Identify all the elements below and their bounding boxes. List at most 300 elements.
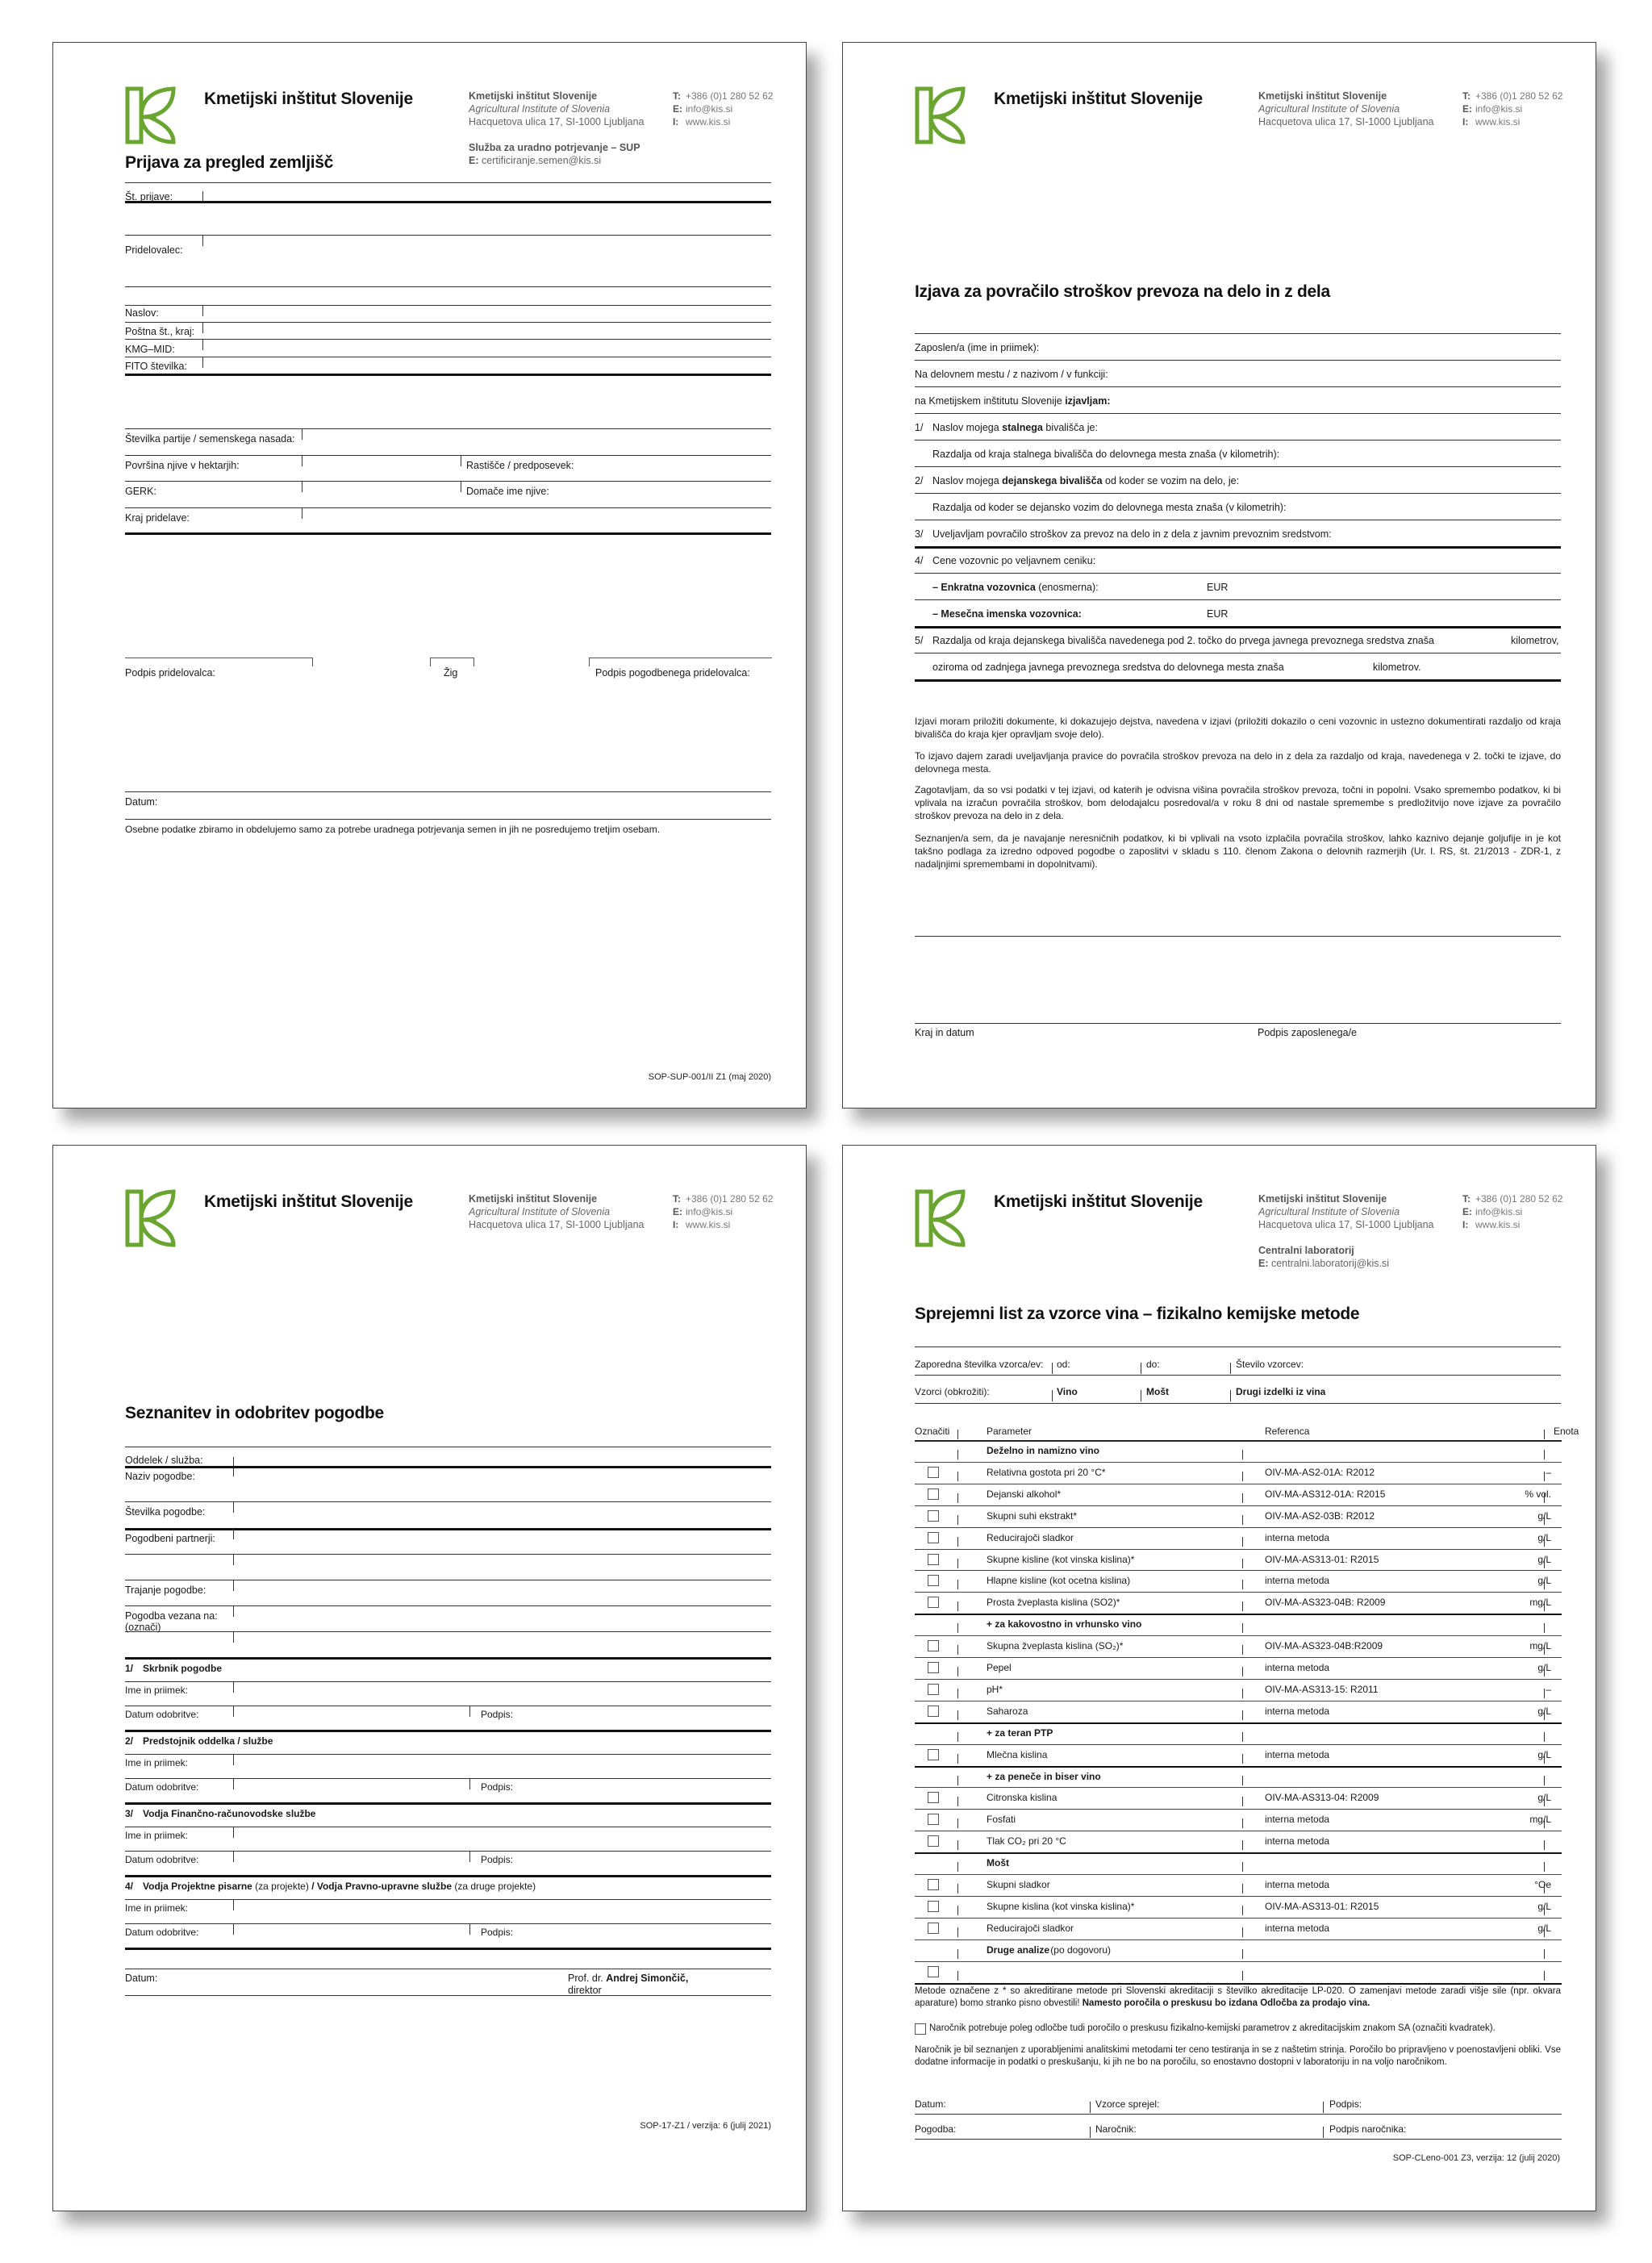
divider <box>915 546 1561 549</box>
section-heading <box>125 1663 222 1674</box>
column-separator <box>1544 1559 1545 1568</box>
signature-line[interactable] <box>915 1023 1561 1024</box>
column-separator <box>1544 1537 1545 1547</box>
section-heading <box>125 1808 315 1819</box>
row-reference: interna metoda <box>1265 1814 1330 1826</box>
field-pogodba-narocnik[interactable] <box>915 2139 1562 2140</box>
label-datum-odobritve: Datum odobritve: <box>125 1854 199 1865</box>
field-separator <box>1230 1363 1231 1374</box>
row-unit: g/L <box>1537 1922 1551 1934</box>
column-separator <box>957 1493 958 1503</box>
institute-name-en: Agricultural Institute of Slovenia <box>1258 103 1400 115</box>
column-separator <box>1242 1949 1243 1959</box>
row-checkbox[interactable] <box>928 1662 939 1673</box>
director-signature <box>568 1973 688 1997</box>
row-reference: OIV-MA-AS313-15: R2011 <box>1265 1683 1379 1695</box>
row-checkbox[interactable] <box>928 1467 939 1478</box>
point-number: 4/ <box>915 555 924 566</box>
label-st-prijave: Št. prijave: <box>125 191 173 203</box>
row-parameter: Mošt <box>987 1857 1009 1869</box>
text: Metode označene z * so akreditirane metode pri Slovenski akreditaciji s številko akreditacije LP-020. O zamenjavi metode zaradi višje sile (npr. okvara aparature) bomo stranko pisno obvestili! <box>915 1986 1561 2008</box>
field-zaposlen[interactable] <box>915 360 1561 361</box>
row-parameter: Fosfati <box>987 1814 1016 1826</box>
row-reference: OIV-MA-AS323-04B: R2009 <box>1265 1597 1386 1609</box>
email-link[interactable]: info@kis.si <box>1475 1206 1523 1217</box>
row-unit: g/L <box>1537 1662 1551 1673</box>
text: Razdalja od kraja dejanskega bivališča navedenega pod 2. točko do prvega javnega prevoznega sredstva znaša <box>932 635 1434 646</box>
currency-eur: EUR <box>1207 582 1229 593</box>
text: bivališča je: <box>1042 422 1098 433</box>
row-parameter: Skupni sladkor <box>987 1879 1050 1890</box>
institute-street: Hacquetova ulica 17, SI-1000 Ljubljana <box>469 1219 645 1230</box>
institute-address <box>1258 1192 1434 1231</box>
row-reference: interna metoda <box>1265 1879 1330 1890</box>
label-od: od: <box>1057 1359 1070 1370</box>
field-separator <box>233 1706 234 1717</box>
label-datum-odobritve: Datum odobritve: <box>125 1927 199 1938</box>
table-row-rule <box>915 1679 1562 1680</box>
row-parameter: Prosta žveplasta kislina (SO2)* <box>987 1597 1120 1609</box>
table-row-rule <box>915 1527 1562 1528</box>
field-datum-sprejel[interactable] <box>915 2114 1562 2115</box>
field-separator <box>233 1754 234 1765</box>
field-razdalja-stalno[interactable] <box>915 466 1561 467</box>
column-separator <box>1544 1818 1545 1828</box>
row-checkbox[interactable] <box>928 1814 939 1825</box>
paragraph: Naročnik je bil seznanjen z uporabljenimi analitskimi metodami ter ceno testiranja in se z naštetim strinja. Poročilo bo pripravljeno v poenostavljeni obliki. Vse dodatne informacije in podatki o preskušanju, ki jih ne bo na poročilu, so enostavno dostopni v laboratoriju in na voljo naročnikom. <box>915 2045 1561 2067</box>
field-mesecna[interactable] <box>915 626 1561 628</box>
field-separator <box>1323 2102 1324 2113</box>
accreditation-report-label: Naročnik potrebuje poleg odločbe tudi poročilo o preskusu fizikalno-kemijski parametrov z akreditacijskim znakom SA (označiti kvadratek). <box>929 2023 1496 2033</box>
text: (označi) <box>125 1622 161 1633</box>
field-datum[interactable] <box>125 1995 771 1996</box>
table-row-rule <box>915 1939 1562 1940</box>
column-separator <box>957 1450 958 1459</box>
field-separator <box>202 357 203 368</box>
row-reference: interna metoda <box>1265 1922 1330 1934</box>
field-enkratna[interactable] <box>915 599 1561 600</box>
field-separator <box>202 235 203 246</box>
column-separator <box>1544 1862 1545 1872</box>
paragraph: Zagotavljam, da so vsi podatki v tej izjavi, od katerih je odvisna višina povračila stroškov prevoza, točni in popolni. Vsako spremembo podatkov, ki bi vplivala na izračun povračila stroškov, bom delodajalcu posredoval/a v roku 8 dni od nastale spremembe s predložitvijo nove izjave za povračilo stroškov prevoza na delo in z dela. <box>915 784 1561 821</box>
row-unit: g/L <box>1537 1705 1551 1717</box>
row-checkbox[interactable] <box>928 1575 939 1586</box>
label-gerk: GERK: <box>125 486 156 497</box>
label-povrsina: Površina njive v hektarjih: <box>125 460 240 471</box>
field-zaporedna[interactable] <box>915 1375 1561 1376</box>
currency-eur: EUR <box>1207 608 1229 620</box>
table-row-rule <box>915 1766 1562 1768</box>
row-reference: OIV-MA-AS2-03B: R2012 <box>1265 1509 1375 1522</box>
row-parameter: Tlak CO₂ pri 20 °C <box>987 1835 1066 1848</box>
phone: +386 (0)1 280 52 62 <box>1475 90 1563 102</box>
column-separator <box>1544 1601 1545 1611</box>
table-row-rule <box>915 1614 1562 1615</box>
row-checkbox[interactable] <box>928 1597 939 1608</box>
row-parameter: Skupna žveplasta kislina (SO₂)* <box>987 1640 1124 1652</box>
row-parameter: Saharoza <box>987 1705 1028 1717</box>
field-separator <box>469 1851 470 1862</box>
column-separator <box>1242 1754 1243 1764</box>
dept-email-link[interactable]: centralni.laboratorij@kis.si <box>1270 1258 1390 1269</box>
field-separator <box>1052 1363 1053 1374</box>
column-separator <box>1242 1601 1243 1611</box>
field-naslov[interactable] <box>125 322 771 323</box>
divider <box>915 1403 1561 1404</box>
field-razdalja-zadnje[interactable] <box>915 679 1561 682</box>
field-oddelek[interactable] <box>125 1466 771 1468</box>
row-parameter: Reducirajoči sladkor <box>987 1922 1074 1934</box>
row-parameter: Druge analize <box>987 1944 1050 1956</box>
column-separator <box>957 1623 958 1633</box>
row-checkbox[interactable] <box>928 1792 939 1803</box>
label-rastisce: Rastišče / predposevek: <box>466 460 574 471</box>
label-partija: Številka partije / semenskega nasada: <box>125 433 295 445</box>
row-unit: mg/L <box>1529 1814 1551 1826</box>
column-separator <box>1242 1559 1243 1568</box>
row-checkbox[interactable] <box>928 1684 939 1695</box>
kis-logo-icon <box>125 86 177 144</box>
label-pridelovalec: Pridelovalec: <box>125 244 183 256</box>
table-row-rule <box>915 1787 1562 1788</box>
label-trajanje: Trajanje pogodbe: <box>125 1585 206 1596</box>
label-naslov: Naslov: <box>125 307 159 319</box>
label-do: do: <box>1146 1359 1160 1370</box>
row-checkbox[interactable] <box>928 1879 939 1890</box>
label-izjavljam <box>915 395 1110 407</box>
column-separator <box>1242 1818 1243 1828</box>
field-separator <box>1090 2127 1091 2138</box>
field-st-prijave[interactable] <box>125 201 771 203</box>
divider <box>125 1681 771 1682</box>
signature-box-pogodbeni[interactable] <box>589 658 772 666</box>
field-separator <box>469 1923 470 1935</box>
text-bold: – Enkratna vozovnica <box>932 582 1036 593</box>
row-checkbox[interactable] <box>928 1706 939 1717</box>
web-key: I: <box>673 1219 679 1230</box>
field-separator <box>233 1631 234 1643</box>
web-link[interactable]: www.kis.si <box>686 116 731 127</box>
field-trajanje[interactable] <box>125 1605 771 1606</box>
divider <box>125 1657 771 1660</box>
field-partnerji[interactable] <box>125 1554 771 1555</box>
column-separator <box>1242 1732 1243 1742</box>
unit-km: kilometrov. <box>1373 662 1421 673</box>
column-separator <box>957 1515 958 1525</box>
web-key: I: <box>673 116 679 127</box>
row-unit: % vol. <box>1525 1488 1551 1500</box>
web-link[interactable]: www.kis.si <box>1475 1219 1521 1230</box>
column-separator <box>957 1580 958 1589</box>
column-separator <box>957 1818 958 1828</box>
row-reference: OIV-MA-AS313-01: R2015 <box>1265 1553 1379 1565</box>
row-parameter-note: (po dogovoru) <box>1050 1944 1112 1956</box>
column-separator <box>1544 1515 1545 1525</box>
divider <box>125 235 771 236</box>
option-vino[interactable]: Vino <box>1057 1386 1078 1397</box>
column-separator <box>1544 1927 1545 1937</box>
accreditation-report-checkbox[interactable] <box>915 2023 926 2035</box>
dept-email-key: E: <box>1258 1258 1269 1269</box>
column-separator <box>957 1840 958 1850</box>
institute-name-en: Agricultural Institute of Slovenia <box>469 1206 611 1217</box>
row-unit: g/L <box>1537 1792 1551 1804</box>
label-datum-odobritve: Datum odobritve: <box>125 1709 199 1720</box>
label-ime: Ime in priimek: <box>125 1902 189 1914</box>
column-separator <box>1544 1732 1545 1742</box>
text: Naslov mojega <box>932 475 1003 486</box>
label-pogodba: Pogodba: <box>915 2123 957 2135</box>
column-separator <box>1242 1580 1243 1589</box>
field-datum-podpis[interactable] <box>125 1802 771 1805</box>
web-key: I: <box>1462 116 1469 127</box>
text: Pogodba vezana na: <box>125 1610 218 1622</box>
divider <box>125 182 771 183</box>
row-checkbox[interactable] <box>928 1966 939 1977</box>
label-oddelek: Oddelek / služba: <box>125 1455 203 1466</box>
label-datum: Datum: <box>915 2098 946 2110</box>
label-point-3 <box>915 528 1332 540</box>
text-bold: – Mesečna imenska vozovnica: <box>932 608 1082 620</box>
label-point-1 <box>915 422 1098 433</box>
field-partija[interactable] <box>125 455 771 456</box>
column-separator <box>1544 1797 1545 1806</box>
section-title: Vodja Projektne pisarne <box>143 1881 252 1892</box>
label-ime: Ime in priimek: <box>125 1830 189 1841</box>
row-unit: g/L <box>1537 1748 1551 1760</box>
column-separator <box>1242 1472 1243 1481</box>
section-title: Predstojnik oddelka / službe <box>143 1735 273 1747</box>
column-separator <box>957 1645 958 1655</box>
label-vzorce-sprejel: Vzorce sprejel: <box>1095 2098 1160 2110</box>
column-separator <box>1242 1645 1243 1655</box>
column-separator <box>1242 1623 1243 1633</box>
table-row-rule <box>915 1462 1562 1463</box>
row-parameter: Skupne kisline (kot vinska kislina)* <box>987 1553 1135 1565</box>
column-separator <box>1242 1776 1243 1785</box>
row-unit: g/L <box>1537 1509 1551 1522</box>
section-number: 3/ <box>125 1808 134 1819</box>
point-number: 1/ <box>915 422 924 433</box>
field-ime[interactable] <box>125 1851 771 1852</box>
email-link[interactable]: info@kis.si <box>686 1206 733 1217</box>
column-separator <box>957 1559 958 1568</box>
column-separator <box>1544 1776 1545 1785</box>
form-code: SOP-SUP-001/II Z1 (maj 2020) <box>648 1072 771 1082</box>
divider <box>915 413 1561 414</box>
row-checkbox[interactable] <box>928 1640 939 1651</box>
row-parameter: Hlapne kisline (kot ocetna kislina) <box>987 1575 1131 1587</box>
field-datum-podpis[interactable] <box>125 1875 771 1877</box>
field-vezana[interactable] <box>125 1631 771 1632</box>
label-podpis: Podpis: <box>481 1927 514 1938</box>
field-gerk-domace-ime[interactable] <box>125 507 771 508</box>
field-separator <box>233 1827 234 1838</box>
department-block <box>1258 1244 1389 1270</box>
section-title-rest: (za druge projekte) <box>452 1881 536 1892</box>
page-title: Seznanitev in odobritev pogodbe <box>125 1404 384 1422</box>
section-number: 1/ <box>125 1663 134 1674</box>
label-podpis: Podpis: <box>481 1709 514 1720</box>
brand-name: Kmetijski inštitut Slovenije <box>204 1192 413 1211</box>
column-separator <box>957 1971 958 1981</box>
field-datum-podpis[interactable] <box>125 1948 771 1950</box>
label-fito: FITO številka: <box>125 361 187 372</box>
column-separator <box>1544 1667 1545 1676</box>
row-checkbox[interactable] <box>928 1532 939 1543</box>
row-reference: OIV-MA-AS313-04: R2009 <box>1265 1792 1379 1804</box>
field-separator <box>233 1851 234 1862</box>
column-separator <box>1544 1645 1545 1655</box>
label-naziv: Naziv pogodbe: <box>125 1471 195 1482</box>
department-name: Centralni laboratorij <box>1258 1245 1354 1256</box>
divider <box>125 428 771 429</box>
row-checkbox[interactable] <box>928 1510 939 1522</box>
institute-address <box>469 90 645 128</box>
signature-box-pridelovalec[interactable] <box>125 658 313 666</box>
label-enkratna <box>932 582 1099 593</box>
row-checkbox[interactable] <box>928 1749 939 1760</box>
row-checkbox[interactable] <box>928 1901 939 1912</box>
dept-email-link[interactable]: certificiranje.semen@kis.si <box>481 155 602 166</box>
column-separator <box>957 1754 958 1764</box>
label-zaporedna: Zaporedna številka vzorca/ev: <box>915 1359 1044 1370</box>
option-most[interactable]: Mošt <box>1146 1386 1169 1397</box>
email-link[interactable]: info@kis.si <box>686 103 733 115</box>
field-fito[interactable] <box>125 374 771 376</box>
divider <box>125 1754 771 1755</box>
column-separator <box>1544 1884 1545 1893</box>
row-reference: interna metoda <box>1265 1748 1330 1760</box>
row-checkbox[interactable] <box>928 1488 939 1500</box>
column-separator <box>957 1797 958 1806</box>
institute-street: Hacquetova ulica 17, SI-1000 Ljubljana <box>1258 116 1434 127</box>
web-key: I: <box>1462 1219 1469 1230</box>
field-separator <box>233 1605 234 1617</box>
field-kraj-pridelave[interactable] <box>125 532 771 535</box>
field-stevilka[interactable] <box>125 1528 771 1530</box>
field-dejansko-bivalisce[interactable] <box>915 493 1561 494</box>
label-postna: Poštna št., kraj: <box>125 326 195 337</box>
form-page-prijava <box>52 42 807 1109</box>
text: Uveljavljam povračilo stroškov za prevoz na delo in z dela z javnim prevoznim sredstvom: <box>932 528 1332 540</box>
institute-name: Kmetijski inštitut Slovenije <box>1258 1193 1387 1205</box>
department-block <box>469 141 640 167</box>
text-bold: Namesto poročila o preskusu bo izdana Odločba za prodajo vina. <box>1082 1998 1370 2008</box>
field-datum-podpis[interactable] <box>125 1730 771 1732</box>
column-separator <box>1242 1862 1243 1872</box>
privacy-notice: Osebne podatke zbiramo in obdelujemo samo za potrebe uradnega potrjevanja semen in jih ne posredujemo tretjim osebam. <box>125 824 661 835</box>
form-code: SOP-17-Z1 / verzija: 6 (julij 2021) <box>640 2121 771 2131</box>
row-unit: g/L <box>1537 1900 1551 1912</box>
table-row-rule <box>915 1918 1562 1919</box>
field-naziv[interactable] <box>125 1501 771 1502</box>
row-parameter: Skupni suhi ekstrakt* <box>987 1509 1078 1522</box>
column-separator <box>957 1537 958 1547</box>
column-separator <box>1242 1840 1243 1850</box>
row-parameter: Relativna gostota pri 20 °C* <box>987 1466 1106 1478</box>
label-podpis-pogodbenega: Podpis pogodbenega pridelovalca: <box>595 667 750 678</box>
option-drugi[interactable]: Drugi izdelki iz vina <box>1236 1386 1326 1397</box>
table-row-rule <box>915 1983 1562 1985</box>
row-parameter: Citronska kislina <box>987 1792 1058 1804</box>
field-ime[interactable] <box>125 1923 771 1924</box>
email-link[interactable]: info@kis.si <box>1475 103 1523 115</box>
stamp-box[interactable] <box>430 658 474 666</box>
section-number: 4/ <box>125 1881 134 1892</box>
column-separator <box>1544 1472 1545 1481</box>
field-delovno-mesto[interactable] <box>915 386 1561 387</box>
label-vezana <box>125 1610 218 1633</box>
field-postna[interactable] <box>125 339 771 340</box>
column-separator <box>957 1862 958 1872</box>
row-reference: interna metoda <box>1265 1575 1330 1587</box>
institute-street: Hacquetova ulica 17, SI-1000 Ljubljana <box>469 116 645 127</box>
label-datum-odobritve: Datum odobritve: <box>125 1781 199 1793</box>
field-separator <box>233 1923 234 1935</box>
label-podpis-narocnika: Podpis naročnika: <box>1329 2123 1407 2135</box>
field-povrsina-rastisce[interactable] <box>125 481 771 482</box>
kis-logo-icon <box>915 86 966 144</box>
row-checkbox[interactable] <box>928 1923 939 1934</box>
text: od koder se vozim na delo, je: <box>1102 475 1240 486</box>
phone: +386 (0)1 280 52 62 <box>1475 1193 1563 1205</box>
paragraph: Izjavi moram priložiti dokumente, ki dokazujejo dejstva, navedena v izjavi (priložiti dokazilo o ceni vozovnic in ustezno dokumentirati razdaljo od kraja bivališča do kraja kjer opravljam svoje delo). <box>915 716 1561 740</box>
column-separator <box>1242 1667 1243 1676</box>
label-datum: Datum: <box>125 796 158 808</box>
section-title: Vodja Finančno-računovodske službe <box>143 1808 316 1819</box>
label-point-5 <box>915 635 1434 646</box>
section-title: Skrbnik pogodbe <box>143 1663 223 1674</box>
column-separator <box>1242 1689 1243 1698</box>
row-parameter: Skupne kislina (kot vinska kislina)* <box>987 1900 1135 1912</box>
label-stevilo: Število vzorcev: <box>1236 1359 1304 1370</box>
column-separator <box>1544 1689 1545 1698</box>
row-parameter: + za kakovostno in vrhunsko vino <box>987 1618 1142 1630</box>
director-name: Andrej Simončič, <box>606 1973 689 1984</box>
field-separator <box>202 305 203 316</box>
form-page-izjava <box>842 42 1596 1109</box>
field-datum[interactable] <box>125 819 771 820</box>
column-separator <box>1242 1493 1243 1503</box>
institute-name: Kmetijski inštitut Slovenije <box>469 90 598 102</box>
label-stevilka: Številka pogodbe: <box>125 1506 206 1518</box>
web-link[interactable]: www.kis.si <box>686 1219 731 1230</box>
text-bold: izjavljam: <box>1065 395 1111 407</box>
column-separator <box>1544 1580 1545 1589</box>
brand-name: Kmetijski inštitut Slovenije <box>994 1192 1203 1211</box>
column-separator <box>957 1710 958 1720</box>
column-separator <box>1544 1623 1545 1633</box>
form-code: SOP-CLeno-001 Z3, verzija: 12 (julij 2020) <box>1392 2153 1560 2163</box>
row-parameter: Mlečna kislina <box>987 1748 1048 1760</box>
field-ime[interactable] <box>125 1778 771 1779</box>
table-row-rule <box>915 1657 1562 1658</box>
row-reference: interna metoda <box>1265 1531 1330 1543</box>
label-podpis-pridelovalca: Podpis pridelovalca: <box>125 667 215 678</box>
column-separator <box>957 1949 958 1959</box>
kis-logo-icon <box>915 1189 966 1247</box>
label-kraj-datum: Kraj in datum <box>915 1027 974 1038</box>
label-razdalja-zadnje: oziroma od zadnjega javnega prevoznega sredstva do delovnega mesta znaša <box>932 662 1284 673</box>
row-checkbox[interactable] <box>928 1554 939 1565</box>
row-checkbox[interactable] <box>928 1835 939 1847</box>
email-key: E: <box>673 103 682 115</box>
field-separator <box>233 1681 234 1693</box>
field-separator <box>233 1899 234 1910</box>
web-link[interactable]: www.kis.si <box>1475 116 1521 127</box>
column-separator <box>957 1906 958 1915</box>
